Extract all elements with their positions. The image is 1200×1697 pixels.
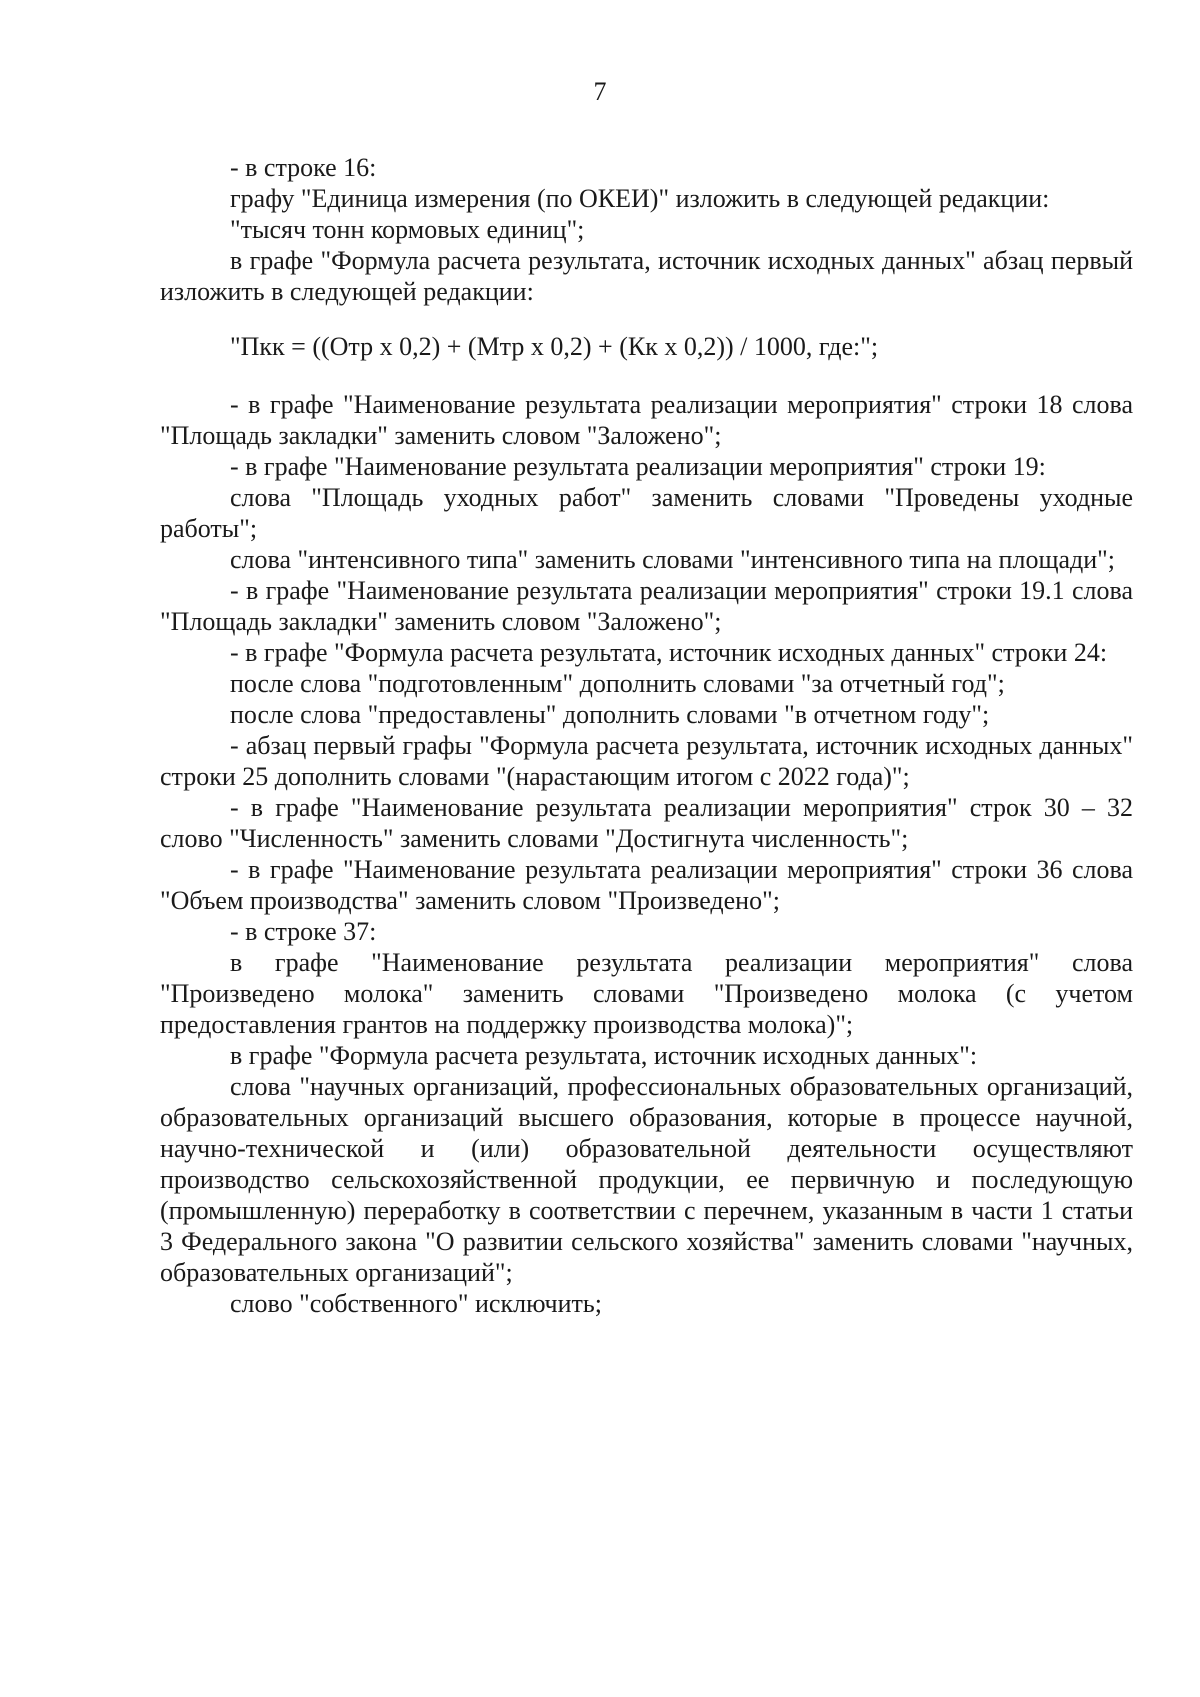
paragraph-row-24-words-2: после слова "предоставлены" дополнить словами "в отчетном году"; <box>230 700 990 729</box>
page-number: 7 <box>593 77 607 106</box>
paragraph-row-24: - в графе "Формула расчета результата, источник исходных данных" строки 24: <box>230 638 1108 667</box>
paragraph-row-19-words-2: слова "интенсивного типа" заменить словами "интенсивного типа на площади"; <box>230 545 1115 574</box>
paragraph-row-37-exclude: слово "собственного" исключить; <box>230 1289 602 1318</box>
paragraph-rows-30-32: - в графе "Наименование результата реализации мероприятия" строк 30 – 32 слово "Численность" заменить словами "Достигнута численность"; <box>160 793 1133 853</box>
paragraph-formula-column: в графе "Формула расчета результата, источник исходных данных" абзац первый изложить в следующей редакции: <box>160 246 1133 306</box>
paragraph-row-24-words-1: после слова "подготовленным" дополнить словами "за отчетный год"; <box>230 669 1005 698</box>
paragraph-row-37-organizations: слова "научных организаций, профессиональных образовательных организаций, образовательных организаций высшего образования, которые в процессе научной, научно-технической и (или) образовательной деятельности осуществляют производство сельскохозяйственной продукции, ее первичную и последующую (промышленную) переработку в соответствии с перечнем, указанным в части 1 статьи 3 Федерального закона "О развитии сельского хозяйства" заменить словами "научных, образовательных организаций"; <box>160 1072 1133 1287</box>
paragraph-row-36: - в графе "Наименование результата реализации мероприятия" строки 36 слова "Объем производства" заменить словом "Произведено"; <box>160 855 1133 915</box>
paragraph-row-19-words-1: слова "Площадь уходных работ" заменить словами "Проведены уходные работы"; <box>160 483 1133 543</box>
paragraph-row-37: - в строке 37: <box>230 917 377 946</box>
paragraph-row-25: - абзац первый графы "Формула расчета результата, источник исходных данных" строки 25 дополнить словами "(нарастающим итогом с 2022 года)"; <box>160 731 1133 791</box>
paragraph-unit-column: графу "Единица измерения (по ОКЕИ)" изложить в следующей редакции: <box>230 184 1050 213</box>
paragraph-row-37-name: в графе "Наименование результата реализации мероприятия" слова "Произведено молока" заменить словами "Произведено молока (с учетом предоставления грантов на поддержку производства молока)"; <box>160 948 1133 1039</box>
paragraph-row-18: - в графе "Наименование результата реализации мероприятия" строки 18 слова "Площадь закладки" заменить словом "Заложено"; <box>160 390 1133 450</box>
paragraph-unit-value: "тысяч тонн кормовых единиц"; <box>230 215 585 244</box>
paragraph-row-19: - в графе "Наименование результата реализации мероприятия" строки 19: <box>230 452 1046 481</box>
paragraph-row-37-formula: в графе "Формула расчета результата, источник исходных данных": <box>230 1041 978 1070</box>
formula-line: "Пкк = ((Отр x 0,2) + (Мтр x 0,2) + (Кк x 0,2)) / 1000, где:"; <box>230 332 879 361</box>
paragraph-row-19-1: - в графе "Наименование результата реализации мероприятия" строки 19.1 слова "Площадь закладки" заменить словом "Заложено"; <box>160 576 1133 636</box>
document-body <box>160 152 1133 1319</box>
paragraph-row-16: - в строке 16: <box>230 153 377 182</box>
